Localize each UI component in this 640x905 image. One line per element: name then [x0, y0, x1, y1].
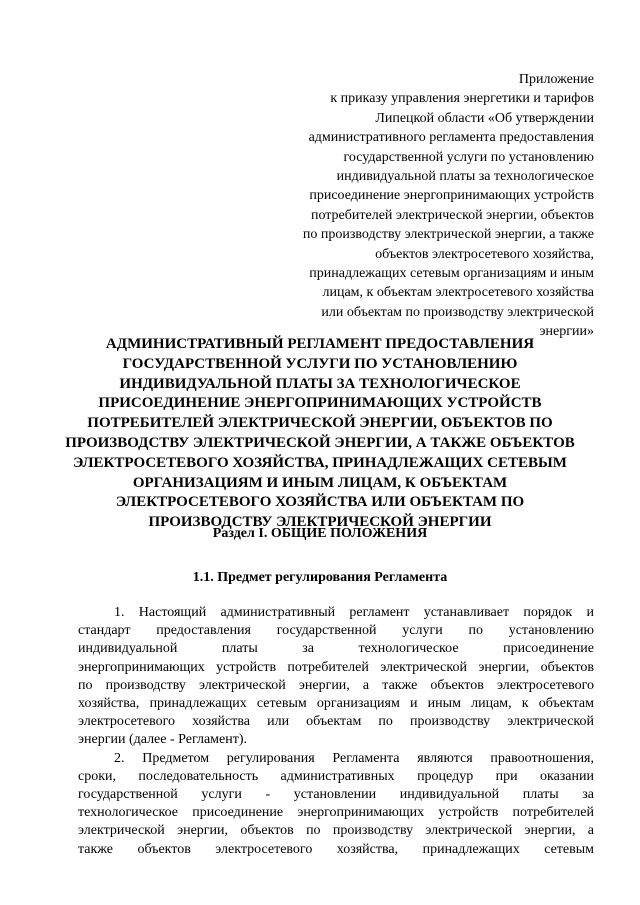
appendix-block	[264, 70, 594, 342]
appendix-line: потребителей электрической энергии, объектов	[310, 207, 594, 223]
title-line: ОРГАНИЗАЦИЯМ И ИНЫМ ЛИЦАМ, К ОБЪЕКТАМ	[132, 474, 508, 491]
paragraph-line: электрической энергии, объектов по производству электрической энергии, а	[78, 823, 594, 839]
appendix-line: индивидуальной платы за технологическое	[336, 169, 594, 185]
paragraph-line: по производству электрической энергии, а также объектов электросетевого	[78, 677, 594, 693]
document-title	[60, 335, 580, 533]
title-line: ЭЛЕКТРОСЕТЕВОГО ХОЗЯЙСТВА, ПРИНАДЛЕЖАЩИХ СЕТЕВЫМ	[73, 454, 567, 471]
appendix-line: административного регламента предоставления	[308, 130, 594, 146]
title-line: ПРИСОЕДИНЕНИЕ ЭНЕРГОПРИНИМАЮЩИХ УСТРОЙСТВ	[98, 395, 542, 412]
paragraph-line: 2. Предметом регулирования Регламента являются правоотношения,	[114, 750, 594, 766]
paragraph-line: энергопринимающих устройств потребителей электрической энергии, объектов	[78, 659, 594, 675]
paragraph-line: индивидуальной платы за технологическое присоединение	[78, 641, 594, 657]
paragraph-line: электросетевого хозяйства или объектам по производству электрической	[78, 714, 594, 730]
paragraph-line: технологическое присоединение энергопринимающих устройств потребителей	[78, 805, 594, 821]
paragraph-line: стандарт предоставления государственной услуги по установлению	[78, 623, 594, 639]
appendix-line: Приложение	[518, 72, 594, 87]
paragraph-line: также объектов электросетевого хозяйства, принадлежащих сетевым	[78, 841, 594, 857]
appendix-line: к приказу управления энергетики и тарифов	[330, 91, 594, 107]
title-line: ИНДИВИДУАЛЬНОЙ ПЛАТЫ ЗА ТЕХНОЛОГИЧЕСКОЕ	[119, 375, 521, 392]
appendix-line: энергии»	[539, 324, 594, 340]
appendix-line: государственной услуги по установлению	[343, 149, 594, 165]
title-line: ГОСУДАРСТВЕННОЙ УСЛУГИ ПО УСТАНОВЛЕНИЮ	[122, 355, 518, 372]
title-line: ПРОИЗВОДСТВУ ЭЛЕКТРИЧЕСКОЙ ЭНЕРГИИ	[148, 514, 492, 531]
title-line: ПОТРЕБИТЕЛЕЙ ЭЛЕКТРИЧЕСКОЙ ЭНЕРГИИ, ОБЪЕКТОВ ПО	[87, 415, 553, 432]
appendix-line: или объектам по производству электрической	[321, 304, 594, 320]
appendix-line: объектов электросетевого хозяйства,	[375, 246, 594, 262]
title-line: ЭЛЕКТРОСЕТЕВОГО ХОЗЯЙСТВА ИЛИ ОБЪЕКТАМ ПО	[115, 494, 525, 511]
paragraph-line: хозяйства, принадлежащих сетевым организациям и иным лицам, к объектам	[78, 696, 594, 712]
appendix-line: Липецкой области «Об утверждении	[375, 110, 594, 126]
appendix-line: принадлежащих сетевым организациям и иным	[309, 266, 594, 282]
title-line: ПРОИЗВОДСТВУ ЭЛЕКТРИЧЕСКОЙ ЭНЕРГИИ, А ТАКЖЕ ОБЪЕКТОВ	[65, 434, 575, 451]
paragraph-line: государственной услуги - установлении индивидуальной платы за	[78, 787, 594, 803]
section-heading: Раздел I. ОБЩИЕ ПОЛОЖЕНИЯ	[212, 526, 428, 541]
subsection-heading: 1.1. Предмет регулирования Регламента	[192, 570, 448, 585]
appendix-line: присоединение энергопринимающих устройств	[309, 188, 594, 204]
paragraph-line: энергии (далее - Регламент).	[78, 732, 248, 748]
paragraph-line: 1. Настоящий административный регламент устанавливает порядок и	[114, 605, 594, 620]
appendix-line: лицам, к объектам электросетевого хозяйства	[322, 285, 594, 301]
appendix-line: по производству электрической энергии, а также	[302, 227, 594, 243]
paragraph-line: сроки, последовательность административных процедур при оказании	[78, 768, 594, 784]
title-line: АДМИНИСТРАТИВНЫЙ РЕГЛАМЕНТ ПРЕДОСТАВЛЕНИЯ	[105, 336, 535, 352]
body-text	[78, 604, 594, 859]
